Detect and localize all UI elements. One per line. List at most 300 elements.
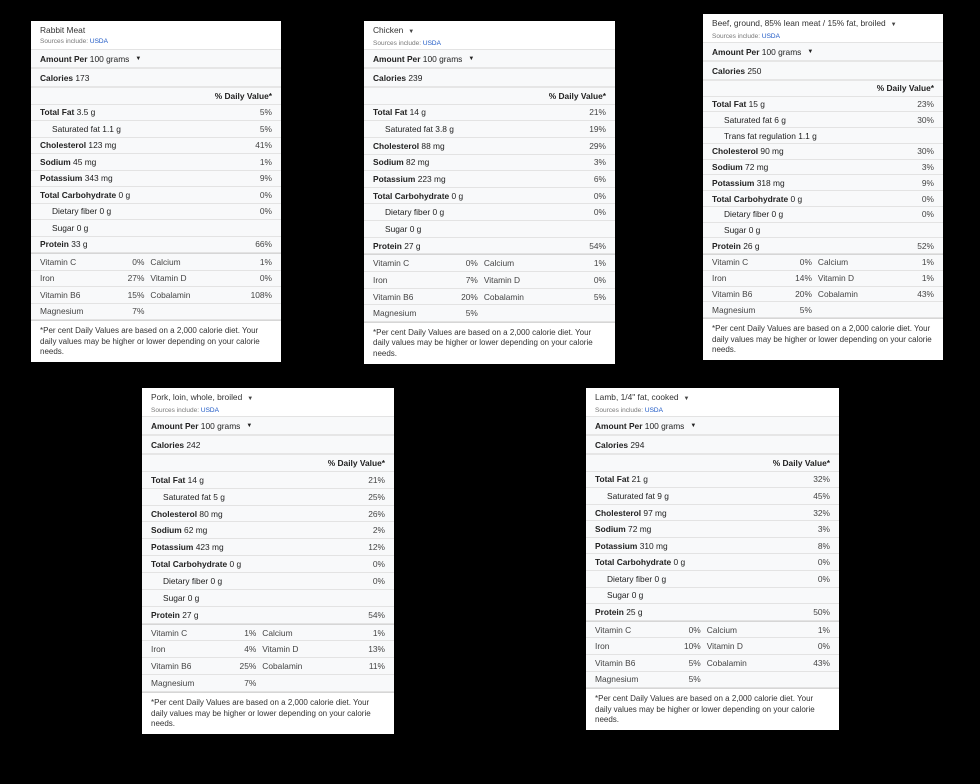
vitamin-daily-value: 108% [250, 289, 272, 300]
vitamin-name: Vitamin D [706, 641, 743, 652]
nutrient-row [703, 97, 943, 113]
nutrition-panel-lamb [586, 388, 839, 730]
nutrient-row [703, 112, 943, 128]
nutrition-panel-chicken [364, 21, 615, 364]
vitamin-cell [701, 625, 830, 635]
vitamin-daily-value: 20% [795, 288, 812, 299]
nutrient-label: Total Carbohydrate [40, 189, 117, 200]
nutrient-daily-value: 29% [589, 140, 606, 151]
nutrient-label: Potassium [373, 174, 416, 185]
nutrient-amount: 1.1 g [798, 130, 817, 141]
nutrient-daily-value: 0% [593, 190, 606, 201]
nutrient-daily-value: 6% [593, 174, 606, 185]
nutrient-label: Dietary fiber [724, 209, 770, 220]
nutrient-amount: 14 g [409, 107, 426, 118]
calories-value: 173 [75, 72, 90, 83]
vitamin-cell [701, 641, 830, 651]
source-link-usda[interactable]: USDA [644, 407, 663, 414]
nutrient-amount: 27 g [404, 240, 421, 251]
nutrient-daily-value: 9% [259, 173, 272, 184]
vitamin-row [142, 624, 394, 642]
nutrient-amount: 5 g [213, 491, 225, 502]
nutrient-label: Saturated fat [385, 124, 433, 135]
sources-line [373, 38, 606, 50]
daily-value-header: % Daily Value* [703, 81, 943, 97]
nutrient-row [586, 538, 839, 555]
nutrient-daily-value: 66% [255, 239, 272, 250]
nutrient-amount: 0 g [118, 189, 131, 200]
vitamin-daily-value: 11% [368, 661, 385, 672]
vitamin-daily-value: 0% [259, 273, 272, 284]
footnote: *Per cent Daily Values are based on a 2,000 calorie diet. Your daily values may be higher or lower depending on your calorie needs. [31, 320, 281, 362]
nutrient-row [703, 223, 943, 239]
vitamin-name: Magnesium [595, 674, 639, 685]
source-link-usda[interactable]: USDA [761, 33, 780, 40]
nutrient-amount: 123 mg [88, 140, 117, 151]
nutrient-daily-value: 0% [817, 557, 830, 568]
calories-row [364, 69, 615, 88]
vitamin-daily-value: 5% [688, 674, 701, 685]
vitamin-cell [712, 305, 812, 315]
nutrient-amount: 223 mg [417, 174, 446, 185]
amount-value: 100 grams [761, 46, 802, 57]
nutrient-row [703, 238, 943, 254]
nutrient-amount: 14 g [187, 474, 204, 485]
vitamin-name: Vitamin C [40, 256, 77, 267]
sources-label: Sources include: [595, 407, 644, 414]
amount-value: 100 grams [89, 53, 130, 64]
nutrient-row [586, 505, 839, 522]
nutrient-label: Sodium [595, 524, 626, 535]
vitamin-cell [40, 306, 144, 316]
amount-per-selector[interactable] [703, 43, 943, 62]
source-link-usda[interactable]: USDA [422, 40, 441, 47]
nutrient-amount: 3.5 g [76, 107, 96, 118]
daily-value-header: % Daily Value* [586, 455, 839, 472]
dropdown-caret-icon[interactable]: ▼ [807, 48, 814, 55]
nutrient-row [703, 207, 943, 223]
nutrient-row [703, 175, 943, 191]
nutrient-label: Total Carbohydrate [712, 193, 789, 204]
nutrient-amount: 33 g [71, 239, 88, 250]
vitamin-daily-value: 1% [817, 624, 830, 635]
vitamin-cell [478, 258, 606, 268]
nutrient-amount: 343 mg [84, 173, 113, 184]
vitamin-cell [40, 257, 144, 267]
vitamin-daily-value: 1% [921, 257, 934, 268]
nutrient-daily-value: 19% [589, 124, 606, 135]
nutrient-label: Protein [151, 609, 180, 620]
food-selector [40, 25, 272, 36]
vitamin-row [31, 271, 281, 288]
nutrient-label: Sodium [373, 157, 404, 168]
food-title: Lamb, 1/4" fat, cooked [595, 392, 679, 402]
amount-per-selector[interactable] [364, 50, 615, 69]
vitamin-cell [373, 258, 478, 268]
vitamin-cell [812, 289, 934, 299]
nutrient-daily-value: 0% [921, 193, 934, 204]
amount-per-selector[interactable] [586, 417, 839, 436]
vitamin-name: Calcium [483, 258, 515, 269]
vitamin-daily-value: 0% [688, 624, 701, 635]
vitamin-daily-value: 5% [688, 657, 701, 668]
food-selector[interactable] [151, 392, 385, 405]
vitamin-name: Vitamin C [712, 257, 749, 268]
vitamin-cell [812, 257, 934, 267]
vitamin-cell [712, 273, 812, 283]
calories-row [586, 436, 839, 455]
dropdown-caret-icon[interactable]: ▼ [683, 396, 690, 402]
nutrient-daily-value: 0% [372, 559, 385, 570]
nutrient-row [703, 160, 943, 176]
nutrient-daily-value: 45% [813, 490, 830, 501]
sources-line [151, 405, 385, 417]
nutrition-panel-rabbit [31, 21, 281, 362]
vitamin-cell [144, 273, 272, 283]
vitamin-name: Magnesium [712, 304, 756, 315]
sources-label: Sources include: [712, 33, 761, 40]
sources-label: Sources include: [151, 407, 200, 414]
nutrient-daily-value: 5% [259, 107, 272, 118]
nutrient-daily-value: 5% [259, 123, 272, 134]
nutrient-daily-value: 0% [593, 207, 606, 218]
vitamin-daily-value: 7% [244, 678, 257, 689]
amount-label: Amount Per [595, 420, 643, 431]
nutrient-daily-value: 26% [368, 508, 385, 519]
vitamin-daily-value: 1% [593, 258, 606, 269]
nutrient-row [586, 488, 839, 505]
vitamin-name: Vitamin B6 [712, 288, 753, 299]
nutrient-label: Saturated fat [607, 490, 655, 501]
nutrient-row [703, 128, 943, 144]
vitamin-daily-value: 7% [465, 274, 478, 285]
nutrient-amount: 25 g [626, 606, 643, 617]
nutrient-daily-value: 3% [593, 157, 606, 168]
nutrition-panel-beef [703, 14, 943, 360]
calories-label: Calories [595, 439, 629, 450]
nutrient-amount: 0 g [432, 207, 445, 218]
nutrient-row [142, 556, 394, 573]
nutrient-daily-value: 9% [921, 177, 934, 188]
nutrient-label: Potassium [595, 540, 638, 551]
nutrient-amount: 88 mg [421, 140, 445, 151]
nutrient-label: Dietary fiber [163, 575, 209, 586]
footnote: *Per cent Daily Values are based on a 2,000 calorie diet. Your daily values may be higher or lower depending on your calorie needs. [142, 692, 394, 734]
nutrient-label: Dietary fiber [52, 206, 98, 217]
sources-label: Sources include: [373, 40, 422, 47]
vitamin-daily-value: 14% [795, 273, 812, 284]
footnote: *Per cent Daily Values are based on a 2,000 calorie diet. Your daily values may be higher or lower depending on your calorie needs. [586, 688, 839, 730]
vitamin-daily-value: 27% [127, 273, 145, 284]
nutrient-daily-value: 41% [255, 140, 272, 151]
nutrient-amount: 90 mg [760, 146, 784, 157]
vitamin-cell [701, 658, 830, 668]
vitamin-cell [144, 290, 272, 300]
nutrient-amount: 0 g [631, 590, 644, 601]
vitamin-cell [151, 628, 256, 638]
nutrient-row [703, 144, 943, 160]
nutrient-daily-value: 0% [259, 206, 272, 217]
vitamin-cell [478, 275, 606, 285]
food-title: Chicken [373, 25, 404, 35]
nutrient-row [142, 472, 394, 489]
vitamin-name: Iron [151, 644, 166, 655]
vitamin-row [31, 304, 281, 321]
nutrient-amount: 1.1 g [102, 123, 121, 134]
nutrient-amount: 0 g [187, 592, 200, 603]
vitamin-daily-value: 5% [593, 291, 606, 302]
nutrient-label: Sodium [151, 525, 182, 536]
nutrient-row [364, 171, 615, 188]
nutrient-daily-value: 3% [817, 524, 830, 535]
footnote: *Per cent Daily Values are based on a 2,000 calorie diet. Your daily values may be higher or lower depending on your calorie needs. [703, 318, 943, 360]
nutrient-daily-value: 50% [813, 606, 830, 617]
vitamin-cell [151, 644, 256, 654]
dropdown-caret-icon[interactable]: ▼ [690, 422, 697, 429]
vitamin-daily-value: 0% [132, 256, 145, 267]
vitamin-row [703, 287, 943, 303]
vitamin-row [703, 254, 943, 271]
nutrient-daily-value: 25% [368, 491, 385, 502]
nutrient-row [364, 188, 615, 205]
vitamin-daily-value: 1% [921, 273, 934, 284]
amount-label: Amount Per [151, 420, 199, 431]
nutrient-daily-value: 8% [817, 540, 830, 551]
nutrient-amount: 72 mg [745, 162, 769, 173]
vitamin-name: Vitamin C [595, 624, 632, 635]
nutrient-daily-value: 0% [921, 209, 934, 220]
vitamin-row [703, 302, 943, 318]
nutrition-panel-pork [142, 388, 394, 734]
vitamin-row [586, 655, 839, 672]
nutrient-label: Total Carbohydrate [595, 557, 672, 568]
nutrient-label: Total Fat [40, 107, 75, 118]
nutrient-row [142, 607, 394, 624]
nutrient-daily-value: 21% [368, 474, 385, 485]
nutrient-amount: 0 g [673, 557, 686, 568]
nutrient-row [142, 506, 394, 523]
vitamin-cell [712, 257, 812, 267]
nutrient-amount: 310 mg [639, 540, 668, 551]
sources-label: Sources include: [40, 38, 89, 45]
vitamin-name: Vitamin D [150, 273, 187, 284]
vitamin-cell [373, 275, 478, 285]
amount-value: 100 grams [422, 53, 463, 64]
daily-value-header: % Daily Value* [31, 88, 281, 105]
nutrient-label: Cholesterol [712, 146, 759, 157]
nutrient-amount: 0 g [771, 209, 784, 220]
dropdown-caret-icon[interactable]: ▼ [135, 55, 142, 62]
vitamin-row [31, 287, 281, 304]
vitamin-name: Vitamin B6 [373, 291, 414, 302]
vitamin-daily-value: 1% [244, 627, 257, 638]
nutrient-label: Protein [712, 240, 741, 251]
sources-line [712, 31, 934, 43]
vitamin-cell [595, 625, 701, 635]
nutrient-label: Total Carbohydrate [151, 559, 228, 570]
vitamin-daily-value: 0% [593, 274, 606, 285]
nutrient-daily-value: 21% [589, 107, 606, 118]
nutrient-label: Potassium [712, 177, 755, 188]
source-link-usda[interactable]: USDA [200, 407, 219, 414]
nutrient-daily-value: 0% [372, 575, 385, 586]
vitamin-name: Calcium [262, 627, 293, 638]
nutrient-row [31, 138, 281, 155]
nutrient-label: Potassium [151, 542, 194, 553]
food-title: Beef, ground, 85% lean meat / 15% fat, broiled [712, 18, 886, 28]
vitamin-name: Vitamin C [151, 627, 188, 638]
dropdown-caret-icon[interactable]: ▼ [246, 422, 253, 429]
vitamin-row [364, 289, 615, 306]
vitamin-daily-value: 13% [368, 644, 385, 655]
nutrient-label: Total Fat [373, 107, 408, 118]
calories-value: 294 [630, 439, 645, 450]
nutrient-label: Sugar [163, 592, 186, 603]
nutrient-label: Sugar [52, 222, 75, 233]
food-title: Rabbit Meat [40, 25, 86, 35]
nutrient-amount: 0 g [409, 223, 422, 234]
panel-header [703, 14, 943, 43]
nutrient-amount: 0 g [210, 575, 223, 586]
vitamin-name: Iron [373, 274, 388, 285]
food-title: Pork, loin, whole, broiled [151, 392, 243, 402]
vitamin-daily-value: 15% [127, 289, 145, 300]
vitamin-name: Vitamin D [817, 273, 855, 284]
nutrient-row [364, 105, 615, 122]
nutrient-row [364, 221, 615, 238]
nutrient-label: Sodium [40, 156, 71, 167]
nutrient-row [586, 571, 839, 588]
food-selector[interactable] [712, 18, 934, 31]
nutrient-label: Total Fat [595, 474, 630, 485]
vitamin-cell [812, 273, 934, 283]
nutrient-label: Protein [373, 240, 402, 251]
vitamin-cell [151, 661, 256, 671]
vitamin-row [703, 271, 943, 287]
vitamin-name: Magnesium [373, 308, 417, 319]
nutrient-label: Sodium [712, 162, 743, 173]
nutrient-amount: 0 g [76, 222, 89, 233]
calories-label: Calories [712, 65, 746, 76]
vitamin-name: Vitamin D [483, 274, 520, 285]
nutrient-row [586, 588, 839, 605]
nutrient-label: Cholesterol [595, 507, 642, 518]
vitamin-daily-value: 4% [244, 644, 257, 655]
source-link-usda[interactable]: USDA [89, 38, 108, 45]
vitamin-row [142, 675, 394, 692]
vitamin-row [142, 641, 394, 658]
nutrient-label: Saturated fat [724, 114, 772, 125]
vitamin-daily-value: 0% [465, 258, 478, 269]
dropdown-caret-icon[interactable]: ▼ [247, 396, 254, 402]
nutrient-amount: 6 g [774, 114, 786, 125]
dropdown-caret-icon[interactable]: ▼ [468, 55, 475, 62]
vitamin-cell [478, 292, 606, 302]
nutrient-label: Potassium [40, 173, 83, 184]
vitamin-name: Calcium [150, 256, 181, 267]
nutrient-daily-value: 23% [917, 99, 934, 110]
nutrient-daily-value: 32% [813, 474, 830, 485]
nutrient-row [586, 604, 839, 621]
vitamin-name: Iron [40, 273, 55, 284]
dropdown-caret-icon[interactable]: ▼ [408, 29, 415, 35]
nutrient-amount: 82 mg [406, 157, 430, 168]
vitamin-cell [373, 292, 478, 302]
nutrient-amount: 62 mg [184, 525, 208, 536]
nutrient-amount: 318 mg [756, 177, 785, 188]
vitamin-cell [373, 308, 478, 318]
nutrient-row [586, 472, 839, 489]
nutrient-label: Protein [595, 606, 624, 617]
nutrient-row [364, 155, 615, 172]
food-selector[interactable] [595, 392, 830, 405]
calories-row [31, 69, 281, 88]
nutrient-row [586, 521, 839, 538]
nutrient-label: Saturated fat [163, 491, 211, 502]
nutrient-row [364, 238, 615, 255]
nutrient-daily-value: 30% [917, 146, 934, 157]
nutrient-row [31, 121, 281, 138]
nutrient-label: Protein [40, 239, 69, 250]
nutrient-daily-value: 30% [917, 114, 934, 125]
nutrient-label: Dietary fiber [607, 573, 653, 584]
dropdown-caret-icon[interactable]: ▼ [890, 22, 897, 28]
vitamin-row [586, 638, 839, 655]
amount-per-selector[interactable] [31, 50, 281, 69]
nutrient-row [364, 138, 615, 155]
vitamin-row [586, 672, 839, 689]
vitamin-daily-value: 20% [461, 291, 478, 302]
vitamin-name: Vitamin C [373, 258, 410, 269]
vitamin-name: Magnesium [40, 306, 84, 317]
sources-line [595, 405, 830, 417]
nutrient-amount: 0 g [748, 224, 761, 235]
vitamin-daily-value: 1% [259, 256, 272, 267]
nutrient-amount: 0 g [790, 193, 803, 204]
vitamin-daily-value: 5% [465, 308, 478, 319]
vitamin-cell [595, 641, 701, 651]
nutrient-amount: 423 mg [195, 542, 224, 553]
vitamin-daily-value: 5% [799, 304, 812, 315]
vitamin-daily-value: 0% [799, 257, 812, 268]
amount-label: Amount Per [40, 53, 88, 64]
nutrient-label: Total Fat [151, 474, 186, 485]
sources-line [40, 36, 272, 48]
nutrient-daily-value: 32% [813, 507, 830, 518]
vitamin-cell [256, 661, 385, 671]
nutrient-amount: 9 g [657, 490, 669, 501]
nutrient-label: Dietary fiber [385, 207, 431, 218]
amount-per-selector[interactable] [142, 417, 394, 436]
nutrient-amount: 72 mg [628, 524, 652, 535]
vitamin-daily-value: 43% [917, 288, 934, 299]
food-selector[interactable] [373, 25, 606, 38]
vitamin-daily-value: 0% [817, 641, 830, 652]
nutrient-amount: 3.8 g [435, 124, 454, 135]
vitamin-name: Calcium [706, 624, 737, 635]
vitamin-daily-value: 43% [813, 657, 830, 668]
nutrient-label: Cholesterol [373, 140, 420, 151]
vitamin-daily-value: 7% [132, 306, 145, 317]
nutrient-daily-value: 3% [921, 162, 934, 173]
nutrient-amount: 80 mg [199, 508, 223, 519]
nutrient-row [703, 191, 943, 207]
vitamin-cell [595, 658, 701, 668]
vitamin-cell [40, 290, 144, 300]
vitamin-daily-value: 1% [372, 627, 385, 638]
nutrient-amount: 97 mg [643, 507, 667, 518]
nutrient-row [364, 204, 615, 221]
